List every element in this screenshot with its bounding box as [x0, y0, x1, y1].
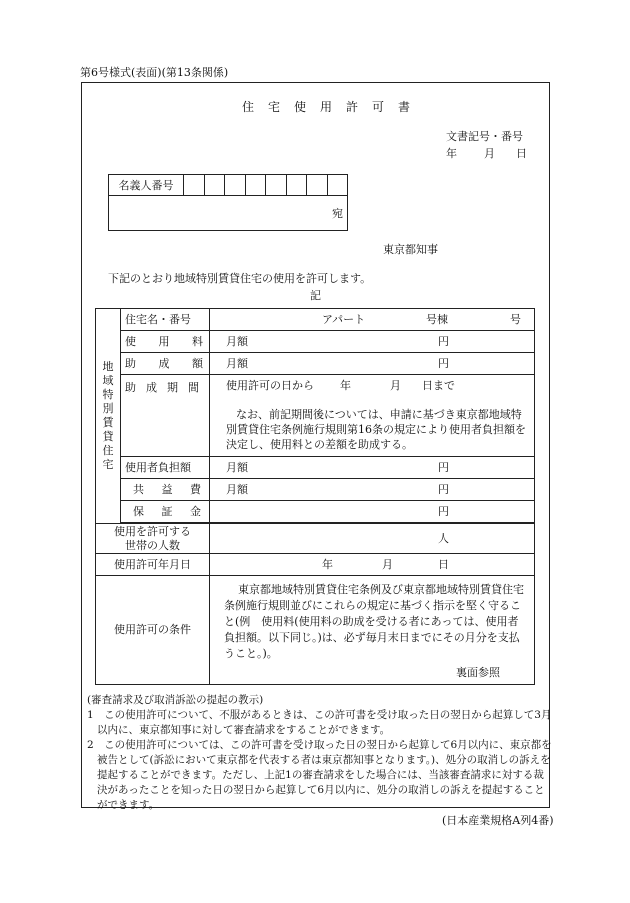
deposit-field[interactable]: 円: [210, 501, 535, 523]
burden-field[interactable]: 月額 円: [210, 457, 535, 479]
name-number-label: 名義人番号: [109, 175, 184, 196]
notes-item-1: 1 この使用許可について、不服があるときは、この許可書を受け取った日の翌日から起算して3月以内に、東京都知事に対して審査請求をすることができます。: [87, 709, 552, 736]
day-label: 日: [516, 147, 527, 160]
year-label: 年: [446, 147, 457, 160]
addressee-box: [108, 174, 348, 231]
page-title: 住宅使用許可書: [242, 100, 425, 114]
addressee-field[interactable]: [109, 196, 348, 231]
conditions-label: 使用許可の条件: [96, 576, 210, 685]
subsidy-label: 助 成 額: [121, 353, 210, 375]
rent-label: 使 用 料: [121, 331, 210, 353]
issuer: 東京都知事: [383, 243, 438, 256]
ki-label: 記: [310, 289, 321, 302]
conditions-field: [210, 576, 535, 685]
issue-date: [446, 145, 526, 161]
subsidy-field[interactable]: 月額 円: [210, 353, 535, 375]
period-label: 助 成 期 間: [121, 375, 210, 457]
honorific: 宛: [332, 207, 343, 220]
digit-box[interactable]: [327, 175, 348, 196]
period-field[interactable]: 使用許可の日から 年 月 日まで なお、前記期間後については、申請に基づき東京都地域特別賃貸住宅条例施行規則第16条の規定により使用者負担額を決定し、使用料との差額を助成する。: [210, 375, 535, 457]
period-note: なお、前記期間後については、申請に基づき東京都地域特別賃貸住宅条例施行規則第16条の規定により使用者負担額を決定し、使用料との差額を助成する。: [226, 408, 526, 451]
notes-heading: (審査請求及び取消訴訟の提起の教示): [87, 694, 264, 706]
document-number-label: 文書記号・番号: [446, 130, 523, 143]
digit-box[interactable]: [204, 175, 225, 196]
deposit-label: 保 証 金: [121, 501, 210, 523]
digit-box[interactable]: [266, 175, 287, 196]
notes-item-2: 2 この使用許可については、この許可書を受け取った日の翌日から起算して6月以内に、東京都を被告として(訴訟において東京都を代表する者は東京都知事となります。)、処分の取消しの訴えを提起することができます。ただし、上記1の審査請求をした場合には、当該審査請求に対する裁決があったことを知った日の翌日から起算して6月以内に、処分の取消しの訴えを提起することができます。: [87, 739, 552, 811]
digit-box[interactable]: [307, 175, 328, 196]
rent-field[interactable]: 月額 円: [210, 331, 535, 353]
permit-table: [95, 308, 535, 685]
household-label: 使用を許可する 世帯の人数: [96, 524, 210, 554]
section-label: 地 域 特 別 賃 貸 住 宅: [96, 309, 121, 524]
reverse-reference: 裏面参照: [456, 666, 500, 679]
permit-date-field[interactable]: 年 月 日: [210, 554, 535, 576]
burden-label: 使用者負担額: [121, 457, 210, 479]
common-fee-field[interactable]: 月額 円: [210, 479, 535, 501]
common-fee-label: 共 益 費: [121, 479, 210, 501]
digit-box[interactable]: [286, 175, 307, 196]
intro-text: 下記のとおり地域特別賃貸住宅の使用を許可します。: [108, 272, 372, 285]
instruction-notes: [87, 693, 552, 813]
household-field[interactable]: 人: [210, 524, 535, 554]
digit-box[interactable]: [245, 175, 266, 196]
conditions-text: 東京都地域特別賃貸住宅条例及び東京都地域特別賃貸住宅条例施行規則並びにこれらの規定に基づく指示を堅く守ること(例 使用料(使用料の助成を受ける者にあっては、使用者負担額。以下同じ。)は、必ず毎月末日までにその月分を支払うこと。)。: [224, 583, 524, 660]
permit-date-label: 使用許可年月日: [96, 554, 210, 576]
digit-box[interactable]: [184, 175, 205, 196]
address-field[interactable]: アパート 号棟 号: [210, 309, 535, 331]
address-label: 住宅名・番号: [121, 309, 210, 331]
month-label: 月: [484, 147, 495, 160]
digit-box[interactable]: [225, 175, 246, 196]
footer-paper-size: (日本産業規格A列4番): [442, 814, 554, 827]
form-label: 第6号様式(表面)(第13条関係): [80, 66, 229, 79]
